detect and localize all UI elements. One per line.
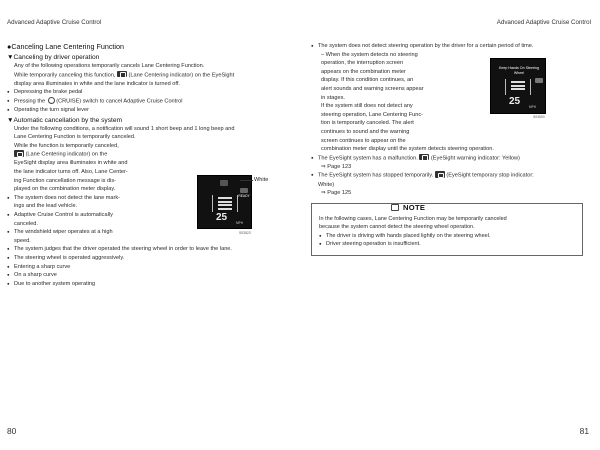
callout-line [240, 180, 253, 181]
distance-bars [218, 197, 232, 211]
list-item: ● On a sharp curve [7, 271, 297, 280]
page-number-right: 81 [579, 426, 589, 436]
driver-op-intro: Any of the following operations temporarily cancels Lane Centering Function. [14, 63, 205, 69]
list-item: ● Depressing the brake pedal [7, 88, 297, 97]
list-item: ● Entering a sharp curve [7, 263, 297, 272]
lane-centering-indicator-icon [117, 71, 127, 78]
dash-paragraph: – When the system detects no steering operation, the interruption screen appears on the combination meter display. If this condition continues, an alert sounds and warning screens appear in stages. If the system still does not detect any steering operation, Lane Centering Func- tion is temporarily canceled. The alert continues to sound and the warning screen continues to appear on the [321, 51, 424, 144]
auto-paragraph: While the function is temporarily canceled, (Lane Centering indicator) on the EyeSight display area illuminates in white and the lane indicator turns off. Also, Lane Center- ing Function cancellation message is dis- played on the combination meter display. [14, 142, 128, 193]
set-speed: 25 [509, 96, 521, 107]
eyesight-indicator-icon [535, 78, 543, 83]
list-item: ● The steering wheel is operated aggressively. [7, 254, 297, 263]
section-title [7, 42, 297, 52]
section-bullet-icon: ● [7, 42, 12, 51]
combination-meter-illustration [197, 175, 252, 229]
list-item: ● The windshield wiper operates at a high speed. [7, 228, 185, 245]
callout-white: White [254, 177, 269, 183]
eyesight-temporary-stop-indicator-icon [435, 171, 445, 178]
triangle-icon: ▼ [7, 116, 14, 124]
list-item: ● The driver is driving with hands placed lightly on the steering wheel. [319, 232, 581, 240]
list-item: ● The EyeSight system has stopped temporarily. (EyeSight temporary stop indicator: White) [311, 171, 583, 189]
running-header-left: Advanced Adaptive Cruise Control [7, 19, 102, 26]
image-code: S03523 [239, 231, 251, 235]
list-item: ● The system judges that the driver operated the steering wheel in order to leave the lane. [7, 245, 297, 254]
ready-label: READY [238, 194, 250, 198]
left-page-column [7, 42, 297, 288]
list-item: ● Pressing the (CRUISE) switch to cancel Adaptive Cruise Control [7, 97, 297, 106]
list-item: ● The system does not detect the lane mark- ings and the lead vehicle. [7, 194, 185, 211]
list-item: ● Adaptive Cruise Control is automatically canceled. [7, 211, 185, 228]
speed-unit: MPH [529, 105, 537, 109]
lane-centering-indicator-icon [14, 150, 24, 157]
list-item: ● The EyeSight system has a malfunction. (EyeSight warning indicator: Yellow) [311, 154, 583, 163]
page-reference[interactable]: ⇒ Page 125 [321, 190, 352, 197]
subsection-title-driver: ▼Canceling by driver operation [7, 54, 100, 61]
driver-op-paragraph: While temporarily canceling this function, (Lane Centering indicator) on the EyeSight display area illuminates in white and the lane indicator is turned off. [14, 72, 235, 87]
note-icon [391, 204, 399, 211]
running-header-right: Advanced Adaptive Cruise Control [496, 19, 591, 26]
steering-switch-icon [47, 97, 55, 104]
page-number-left: 80 [7, 426, 17, 436]
list-item: ● Operating the turn signal lever [7, 106, 297, 115]
list-item: ● Due to another system operating [7, 280, 297, 289]
list-item: ● Driver steering operation is insufficient. [319, 240, 581, 248]
eyesight-indicator-icon [240, 188, 248, 193]
dash-paragraph-end: combination meter display until the system detects steering operation. [321, 146, 494, 153]
distance-bars [511, 81, 525, 92]
keep-hands-on-message: Keep Hands On Steering Wheel [499, 66, 539, 75]
speed-unit: MPH [236, 221, 244, 225]
set-speed: 25 [216, 212, 228, 223]
note-box [311, 203, 583, 256]
combination-meter-illustration [490, 58, 546, 114]
image-code: S03500 [533, 115, 545, 119]
note-body: In the following cases, Lane Centering Function may be temporarily canceled because the system cannot detect the steering wheel operation. ● The driver is driving with hands placed lightly on the steering wheel. ● Driver steering operation is insufficient. [319, 215, 581, 249]
list-item: ● The system does not detect steering operation by the driver for a certain period of time. [311, 42, 583, 51]
lane-centering-indicator-icon [220, 180, 228, 186]
page-reference[interactable]: ⇒ Page 123 [321, 163, 352, 170]
auto-intro: Under the following conditions, a notification will sound 1 short beep and 1 long beep and Lane Centering Function is temporarily canceled. [14, 125, 235, 141]
subsection-title-auto: ▼Automatic cancellation by the system [7, 116, 123, 124]
note-title: NOTE [391, 203, 425, 213]
triangle-icon: ▼ [7, 54, 14, 61]
eyesight-warning-indicator-icon [419, 154, 429, 161]
section-title-text: Canceling Lane Centering Function [11, 42, 125, 51]
